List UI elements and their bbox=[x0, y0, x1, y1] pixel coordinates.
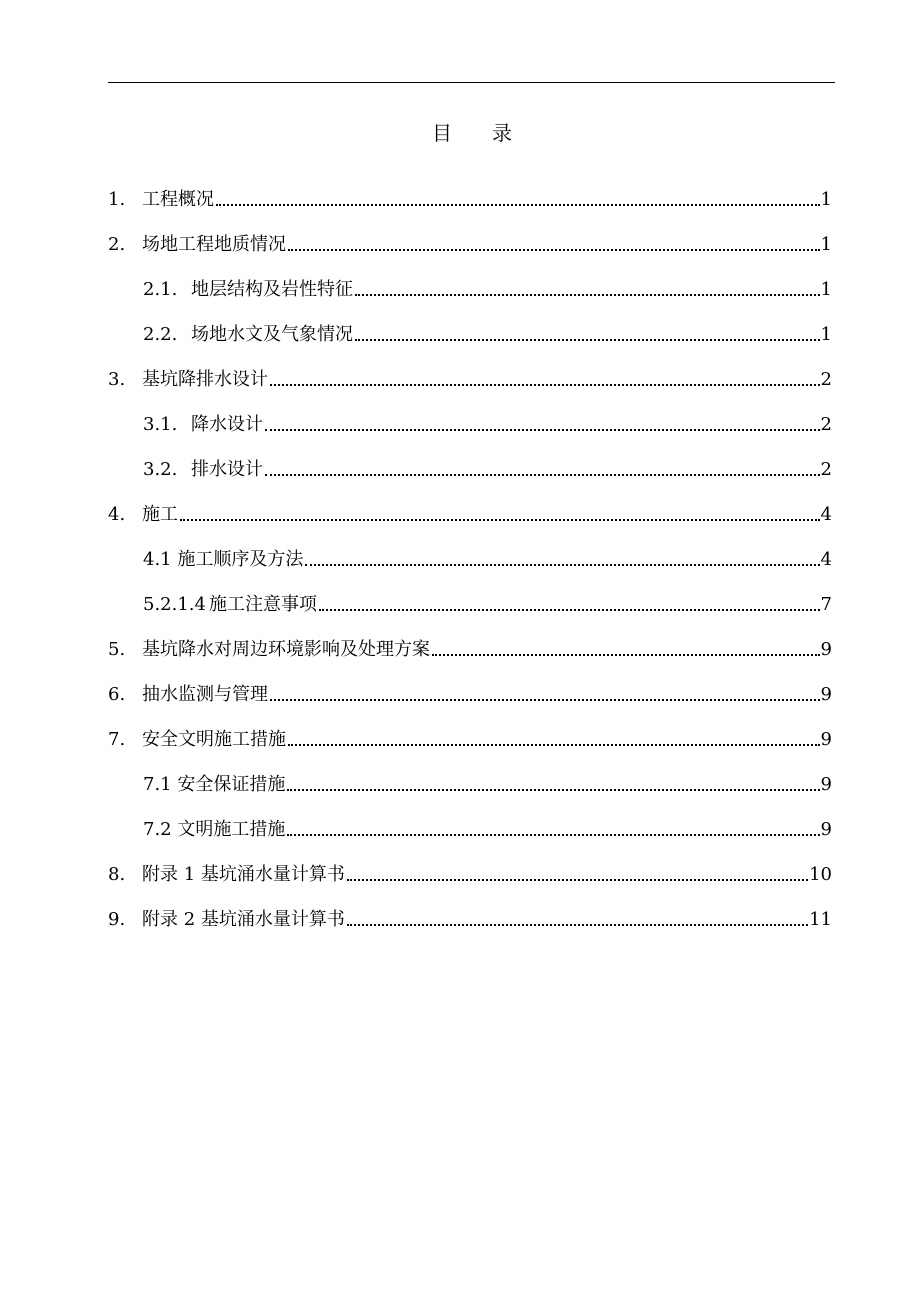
toc-entry[interactable] bbox=[108, 366, 832, 394]
toc-entry-page: 1 bbox=[820, 189, 832, 210]
toc-entry[interactable] bbox=[143, 321, 832, 349]
toc-leader-dots bbox=[305, 564, 819, 566]
toc-entry-page: 11 bbox=[809, 909, 832, 930]
toc-entry-page: 2 bbox=[820, 459, 832, 480]
toc-entry[interactable] bbox=[143, 591, 832, 619]
toc-entry[interactable] bbox=[108, 726, 832, 754]
toc-entry-label: 施工注意事项 bbox=[209, 594, 317, 615]
toc-entry-page: 1 bbox=[820, 234, 832, 255]
toc-entry-page: 2 bbox=[820, 414, 832, 435]
toc-entry-label: 场地水文及气象情况 bbox=[191, 324, 353, 345]
toc-entry-page: 1 bbox=[820, 324, 832, 345]
toc-entry-label: 降水设计 bbox=[191, 414, 263, 435]
toc-entry-label: 施工 bbox=[142, 504, 178, 525]
toc-entry-label: 附录 1 基坑涌水量计算书 bbox=[142, 864, 345, 885]
toc-entry-number: 4. bbox=[108, 504, 126, 525]
toc-entry[interactable] bbox=[108, 636, 832, 664]
toc-entry-label: 7.2 文明施工措施 bbox=[143, 819, 286, 840]
page-title-char: 目 bbox=[432, 121, 452, 145]
toc-entry[interactable] bbox=[143, 456, 832, 484]
toc-leader-dots bbox=[355, 294, 820, 296]
toc-entry[interactable] bbox=[143, 411, 832, 439]
toc-entry-number: 2. bbox=[108, 234, 126, 255]
toc-leader-dots bbox=[270, 384, 820, 386]
toc-entry[interactable] bbox=[108, 186, 832, 214]
toc-leader-dots bbox=[355, 339, 820, 341]
toc-entry-label: 工程概况 bbox=[142, 189, 214, 210]
toc-leader-dots bbox=[319, 609, 820, 611]
toc-entry-number: 5.2.1.4 bbox=[143, 594, 206, 615]
toc-entry-label: 抽水监测与管理 bbox=[142, 684, 268, 705]
page-title-char: 录 bbox=[492, 121, 512, 145]
toc-entry-label: 附录 2 基坑涌水量计算书 bbox=[142, 909, 345, 930]
toc-entry[interactable] bbox=[108, 501, 832, 529]
toc-entry-page: 7 bbox=[820, 594, 832, 615]
toc-leader-dots bbox=[270, 699, 820, 701]
toc-entry-label: 安全文明施工措施 bbox=[142, 729, 286, 750]
toc-entry-number: 5. bbox=[108, 639, 126, 660]
toc-entry-page: 9 bbox=[820, 774, 832, 795]
toc-entry-page: 9 bbox=[820, 819, 832, 840]
toc-entry-number: 2.2. bbox=[143, 324, 178, 345]
toc-leader-dots bbox=[432, 654, 820, 656]
toc-entry[interactable] bbox=[108, 906, 832, 934]
toc-entry-label: 4.1 施工顺序及方法 bbox=[143, 549, 304, 570]
toc-leader-dots bbox=[288, 744, 820, 746]
toc-entry-number: 3.2. bbox=[143, 459, 178, 480]
toc-leader-dots bbox=[287, 834, 819, 836]
page-title bbox=[0, 119, 920, 147]
toc-leader-dots bbox=[265, 429, 820, 431]
toc-entry[interactable] bbox=[108, 231, 832, 259]
toc-entry-label: 基坑降排水设计 bbox=[142, 369, 268, 390]
toc-entry-label: 7.1 安全保证措施 bbox=[143, 774, 286, 795]
toc-entry-number: 3. bbox=[108, 369, 126, 390]
toc-entry[interactable] bbox=[143, 816, 832, 844]
toc-entry-number: 7. bbox=[108, 729, 126, 750]
toc-leader-dots bbox=[216, 204, 820, 206]
toc-entry-label: 场地工程地质情况 bbox=[142, 234, 286, 255]
toc-entry-number: 1. bbox=[108, 189, 126, 210]
toc-entry-page: 1 bbox=[820, 279, 832, 300]
toc-entry[interactable] bbox=[108, 861, 832, 889]
toc-entry-page: 9 bbox=[820, 729, 832, 750]
toc-leader-dots bbox=[347, 924, 808, 926]
toc-entry-page: 9 bbox=[820, 684, 832, 705]
toc-entry-page: 2 bbox=[820, 369, 832, 390]
toc-entry-number: 2.1. bbox=[143, 279, 178, 300]
toc-entry-page: 4 bbox=[820, 549, 832, 570]
toc-leader-dots bbox=[347, 879, 808, 881]
toc-entry-page: 4 bbox=[820, 504, 832, 525]
header-rule bbox=[108, 82, 835, 83]
toc-entry[interactable] bbox=[143, 276, 832, 304]
toc-leader-dots bbox=[180, 519, 820, 521]
toc-entry-number: 9. bbox=[108, 909, 126, 930]
toc-entry-number: 6. bbox=[108, 684, 126, 705]
toc-entry-page: 9 bbox=[820, 639, 832, 660]
toc-entry[interactable] bbox=[108, 681, 832, 709]
toc-entry-page: 10 bbox=[809, 864, 832, 885]
toc-entry[interactable] bbox=[143, 771, 832, 799]
toc-entry-label: 地层结构及岩性特征 bbox=[191, 279, 353, 300]
toc-leader-dots bbox=[287, 789, 819, 791]
toc-entry-number: 8. bbox=[108, 864, 126, 885]
toc-entry-label: 基坑降水对周边环境影响及处理方案 bbox=[142, 639, 430, 660]
toc-entry-label: 排水设计 bbox=[191, 459, 263, 480]
toc-entry-number: 3.1. bbox=[143, 414, 178, 435]
toc-leader-dots bbox=[288, 249, 820, 251]
toc-leader-dots bbox=[265, 474, 820, 476]
toc-entry[interactable] bbox=[143, 546, 832, 574]
